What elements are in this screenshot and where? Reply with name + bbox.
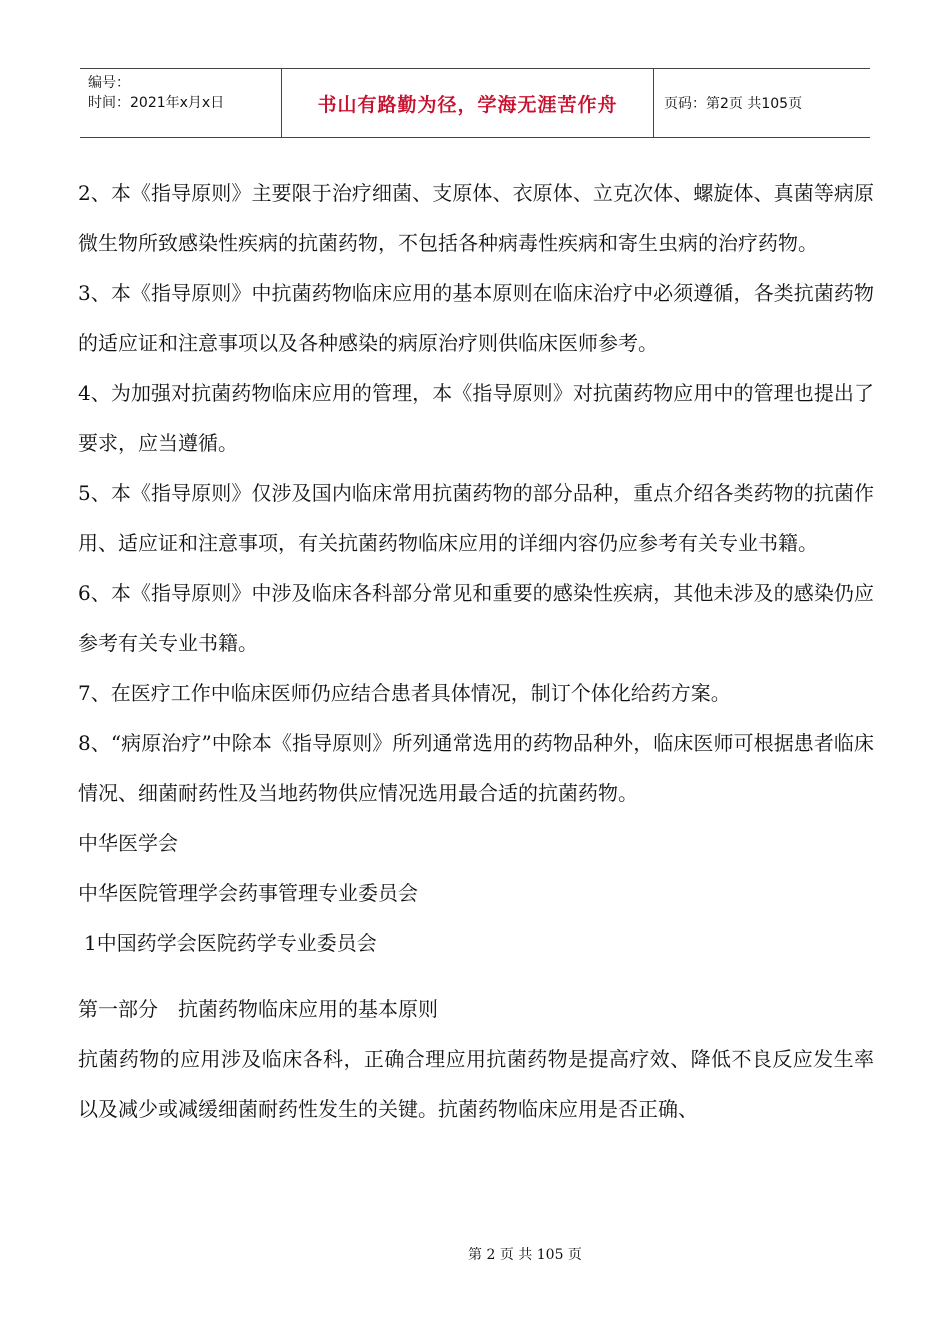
paragraph-5: 5、本《指导原则》仅涉及国内临床常用抗菌药物的部分品种，重点介绍各类药物的抗菌作用、适应证和注意事项，有关抗菌药物临床应用的详细内容仍应参考有关专业书籍。 <box>78 481 874 555</box>
intro-paragraph: 抗菌药物的应用涉及临床各科，正确合理应用抗菌药物是提高疗效、降低不良反应发生率以及减少或减缓细菌耐药性发生的关键。抗菌药物临床应用是否正确、 <box>78 1047 874 1121</box>
section-title: 第一部分 抗菌药物临床应用的基本原则 <box>78 997 438 1021</box>
document-body <box>78 168 874 1134</box>
paragraph-6: 6、本《指导原则》中涉及临床各科部分常见和重要的感染性疾病，其他未涉及的感染仍应参考有关专业书籍。 <box>78 581 874 655</box>
page-header <box>80 68 870 138</box>
paragraph-2: 2、本《指导原则》主要限于治疗细菌、支原体、衣原体、立克次体、螺旋体、真菌等病原微生物所致感染性疾病的抗菌药物，不包括各种病毒性疾病和寄生虫病的治疗药物。 <box>78 181 874 255</box>
paragraph-4: 4、为加强对抗菌药物临床应用的管理，本《指导原则》对抗菌药物应用中的管理也提出了要求，应当遵循。 <box>78 381 874 455</box>
org-cma: 中华医学会 <box>78 831 178 855</box>
page-footer: 第 2 页 共 105 页 <box>468 1247 582 1263</box>
paragraph-3: 3、本《指导原则》中抗菌药物临床应用的基本原则在临床治疗中必须遵循，各类抗菌药物的适应证和注意事项以及各种感染的病原治疗则供临床医师参考。 <box>78 281 874 355</box>
header-motto: 书山有路勤为径，学海无涯苦作舟 <box>317 93 618 116</box>
org-hospital-management: 中华医院管理学会药事管理专业委员会 <box>78 881 418 905</box>
paragraph-7: 7、在医疗工作中临床医师仍应结合患者具体情况，制订个体化给药方案。 <box>78 681 731 705</box>
spacer <box>78 968 874 984</box>
header-page-info: 页码：第2页 共105页 <box>664 96 803 112</box>
paragraph-8: 8、“病原治疗”中除本《指导原则》所列通常选用的药物品种外，临床医师可根据患者临床情况、细菌耐药性及当地药物供应情况选用最合适的抗菌药物。 <box>78 731 874 805</box>
header-motto-cell <box>282 69 654 137</box>
header-meta <box>80 69 282 137</box>
org-pharmaceutical: 1中国药学会医院药学专业委员会 <box>84 931 377 955</box>
document-number-label: 编号： <box>88 75 130 91</box>
document-time-label: 时间：2021年x月x日 <box>88 95 225 111</box>
